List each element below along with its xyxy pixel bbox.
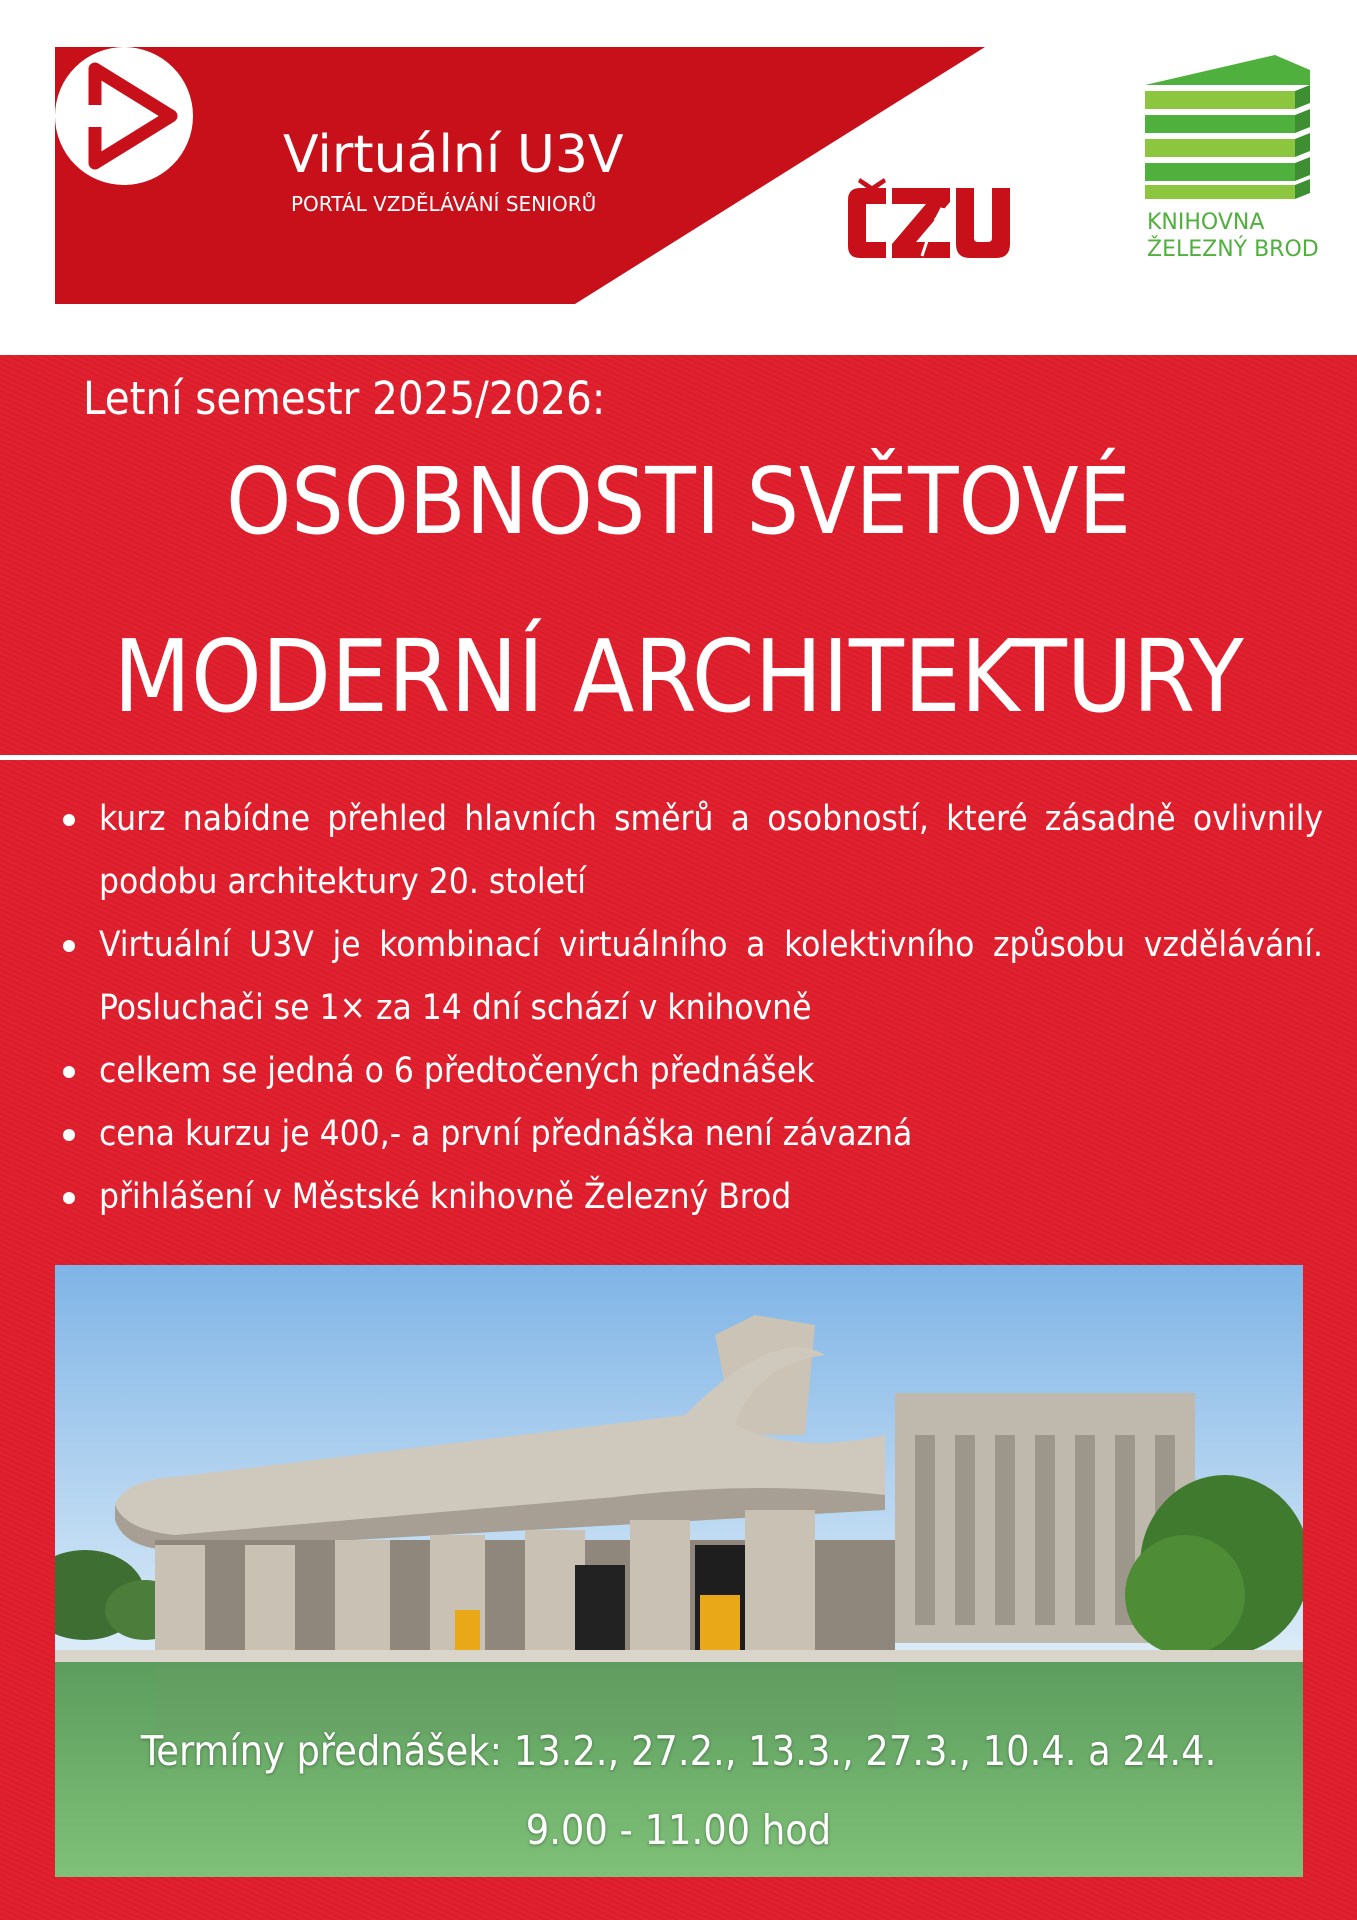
list-item bbox=[55, 1166, 1323, 1229]
library-name-line2: ŽELEZNÝ BROD bbox=[1147, 237, 1319, 262]
divider bbox=[0, 755, 1357, 760]
header bbox=[0, 0, 1357, 355]
bullet-icon bbox=[63, 1192, 75, 1204]
list-item-text: celkem se jedná o 6 předtočených přednášek bbox=[99, 1051, 815, 1091]
list-item bbox=[55, 788, 1323, 914]
list-item-text: cena kurzu je 400,- a první přednáška není závazná bbox=[99, 1114, 913, 1154]
bullet-icon bbox=[63, 1066, 75, 1078]
list-item-text: kurz nabídne přehled hlavních směrů a osobností, které zásadně ovlivnily podobu architektury 20. století bbox=[99, 799, 1323, 902]
knihovna-stack-icon bbox=[1145, 55, 1310, 203]
list-item bbox=[55, 914, 1323, 1040]
brand-subtitle: PORTÁL VZDĚLÁVÁNÍ SENIORŮ bbox=[291, 192, 597, 216]
course-title-line1: OSOBNOSTI SVĚTOVÉ bbox=[226, 448, 1131, 555]
info-list bbox=[55, 788, 1323, 1229]
lecture-hours: 9.00 - 11.00 hod bbox=[525, 1806, 832, 1854]
library-name-line1: KNIHOVNA bbox=[1147, 210, 1265, 235]
play-icon bbox=[55, 47, 193, 185]
list-item bbox=[55, 1040, 1323, 1103]
brand-title: Virtuální U3V bbox=[283, 125, 624, 185]
list-item bbox=[55, 1103, 1323, 1166]
bullet-icon bbox=[63, 1129, 75, 1141]
library-name bbox=[1147, 209, 1319, 263]
list-item-text: přihlášení v Městské knihovně Železný Brod bbox=[99, 1177, 792, 1217]
czu-logo-icon bbox=[846, 178, 1012, 268]
semester-label: Letní semestr 2025/2026: bbox=[83, 372, 606, 425]
bullet-icon bbox=[63, 814, 75, 826]
lecture-dates: Termíny přednášek: 13.2., 27.2., 13.3., 27.3., 10.4. a 24.4. bbox=[140, 1727, 1217, 1775]
bullet-icon bbox=[63, 940, 75, 952]
course-title-line2: MODERNÍ ARCHITEKTURY bbox=[113, 618, 1244, 735]
architecture-photo bbox=[55, 1265, 1303, 1877]
list-item-text: Virtuální U3V je kombinací virtuálního a kolektivního způsobu vzdělávání. Posluchači se 1× za 14 dní schází v knihovně bbox=[99, 925, 1323, 1028]
building-illustration bbox=[55, 1265, 1303, 1877]
